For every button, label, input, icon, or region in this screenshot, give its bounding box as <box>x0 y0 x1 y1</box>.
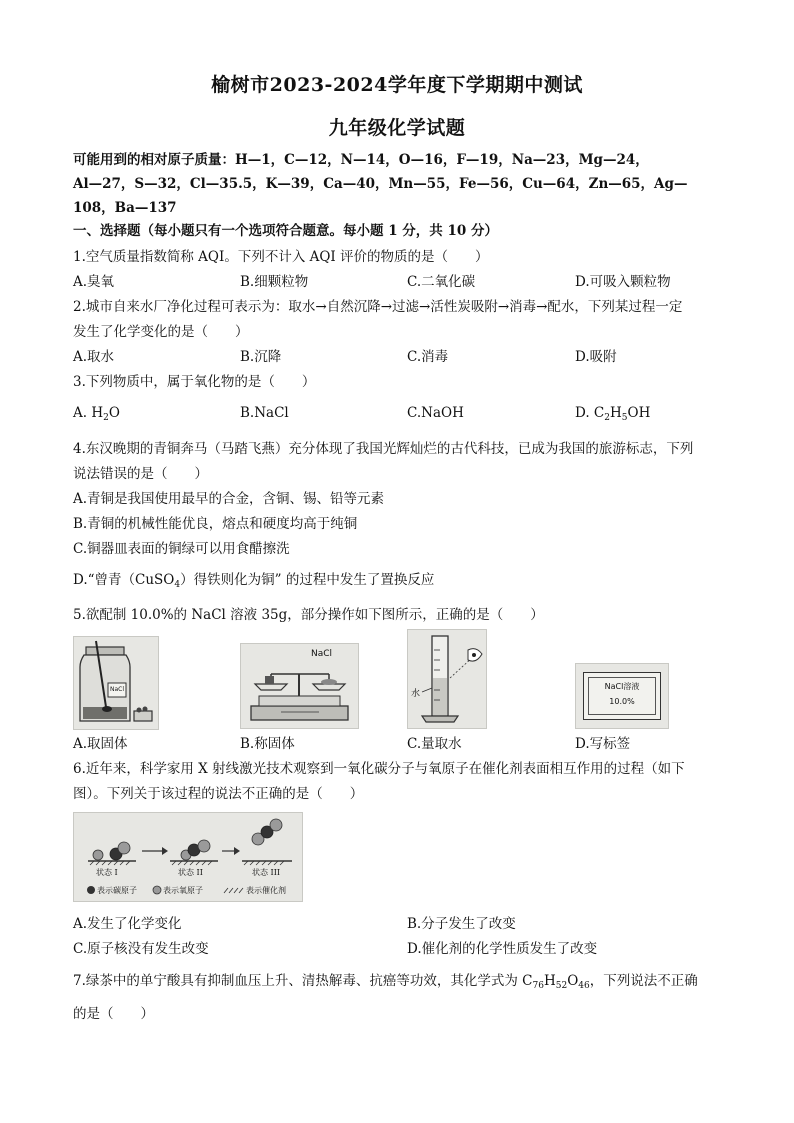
state-3-label: 状态 III <box>252 868 281 877</box>
q7-stem-line-1: 7.绿茶中的单宁酸具有抑制血压上升、清热解毒、抗癌等功效，其化学式为 $C_{76}H_{52}O_{46}$，下列说法不正确 <box>73 973 698 991</box>
q6-stem-line-2: 图）。下列关于该过程的说法不正确的是（ ） <box>73 786 364 802</box>
legend-catalyst: 表示催化剂 <box>246 886 286 895</box>
exam-title: 榆树市2023-2024学年度下学期期中测试 <box>211 74 583 96</box>
q3-stem: 3.下列物质中，属于氧化物的是（ ） <box>73 374 316 390</box>
figure-take-solid <box>73 636 159 730</box>
q4-option-b: B.青铜的机械性能优良，熔点和硬度均高于纯铜 <box>73 516 358 532</box>
legend-carbon: 表示碳原子 <box>97 886 137 895</box>
q3-option-c: C.NaOH <box>407 405 464 421</box>
q5-option-c: C.量取水 <box>407 736 462 752</box>
atomic-mass-line-3: 108，Ba—137 <box>73 200 177 216</box>
q5-option-d: D.写标签 <box>575 736 631 752</box>
atomic-mass-line-1: 可能用到的相对原子质量：H—1，C—12，N—14，O—16，F—19，Na—23，Mg—24， <box>73 152 649 168</box>
cylinder-illustration <box>408 630 486 728</box>
label-tag-line-2: 10.0% <box>609 697 635 706</box>
q4-option-c: C.铜器皿表面的铜绿可以用食醋擦洗 <box>73 541 290 557</box>
balance-illustration <box>241 644 358 728</box>
q2-option-b: B.沉降 <box>240 349 282 365</box>
q1-stem: 1.空气质量指数简称 AQI。下列不计入 AQI 评价的物质的是（ ） <box>73 249 489 265</box>
q1-option-c: C.二氧化碳 <box>407 274 476 290</box>
q3-option-d: D. $C_2H_5OH$ <box>575 405 651 423</box>
state-1-label: 状态 I <box>96 868 118 877</box>
q1-option-d: D.可吸入颗粒物 <box>575 274 671 290</box>
jar-illustration <box>74 637 158 729</box>
q6-stem-line-1: 6.近年来，科学家用 X 射线激光技术观察到一氧化碳分子与氧原子在催化剂表面相互作用的过程（如下 <box>73 761 685 777</box>
cylinder-label: 水 <box>411 689 421 699</box>
jar-label: NaCl <box>109 686 125 693</box>
atomic-mass-line-2: Al—27，S—32，Cl—35.5，K—39，Ca—40，Mn—55，Fe—56，Cu—64，Zn—65，Ag— <box>73 176 688 192</box>
q6-option-c: C.原子核没有发生改变 <box>73 941 209 957</box>
q2-stem-line-2: 发生了化学变化的是（ ） <box>73 324 249 340</box>
section-heading: 一、选择题（每小题只有一个选项符合题意。每小题 1 分，共 10 分） <box>73 223 498 239</box>
figure-weigh-solid <box>240 643 359 729</box>
q5-option-b: B.称固体 <box>240 736 295 752</box>
q6-option-d: D.催化剂的化学性质发生了改变 <box>407 941 598 957</box>
legend-oxygen: 表示氧原子 <box>163 886 203 895</box>
balance-label: NaCl <box>311 649 333 659</box>
q7-stem-line-2: 的是（ ） <box>73 1006 154 1022</box>
q2-stem-line-1: 2.城市自来水厂净化过程可表示为：取水→自然沉降→过滤→活性炭吸附→消毒→配水，下列某过程一定 <box>73 299 683 315</box>
q2-option-a: A.取水 <box>73 349 115 365</box>
q2-option-d: D.吸附 <box>575 349 617 365</box>
figure-write-label <box>575 663 669 729</box>
exam-subtitle: 九年级化学试题 <box>328 117 466 139</box>
q4-option-a: A.青铜是我国使用最早的合金，含铜、锡、铅等元素 <box>73 491 385 507</box>
figure-measure-water <box>407 629 487 729</box>
q5-option-a: A.取固体 <box>73 736 128 752</box>
q4-stem-line-1: 4.东汉晚期的青铜奔马（马踏飞燕）充分体现了我国光辉灿烂的古代科技，已成为我国的旅游标志，下列 <box>73 441 694 457</box>
figure-catalyst-process <box>73 812 303 902</box>
q3-option-b: B.NaCl <box>240 405 289 421</box>
label-tag-box <box>583 672 661 720</box>
q6-option-a: A.发生了化学变化 <box>73 916 182 932</box>
state-2-label: 状态 II <box>178 868 203 877</box>
q4-option-d: D.“曾青（CuSO$_4$）得铁则化为铜” 的过程中发生了置换反应 <box>73 572 435 590</box>
q5-stem: 5.欲配制 10.0%的 NaCl 溶液 35g，部分操作如下图所示，正确的是（ ） <box>73 607 544 623</box>
q2-option-c: C.消毒 <box>407 349 449 365</box>
q1-option-b: B.细颗粒物 <box>240 274 309 290</box>
q1-option-a: A.臭氧 <box>73 274 115 290</box>
q3-option-a: A. $H_2O$ <box>73 405 120 423</box>
q6-option-b: B.分子发生了改变 <box>407 916 516 932</box>
q4-stem-line-2: 说法错误的是（ ） <box>73 466 208 482</box>
label-tag-line-1: NaCl溶液 <box>604 682 640 691</box>
